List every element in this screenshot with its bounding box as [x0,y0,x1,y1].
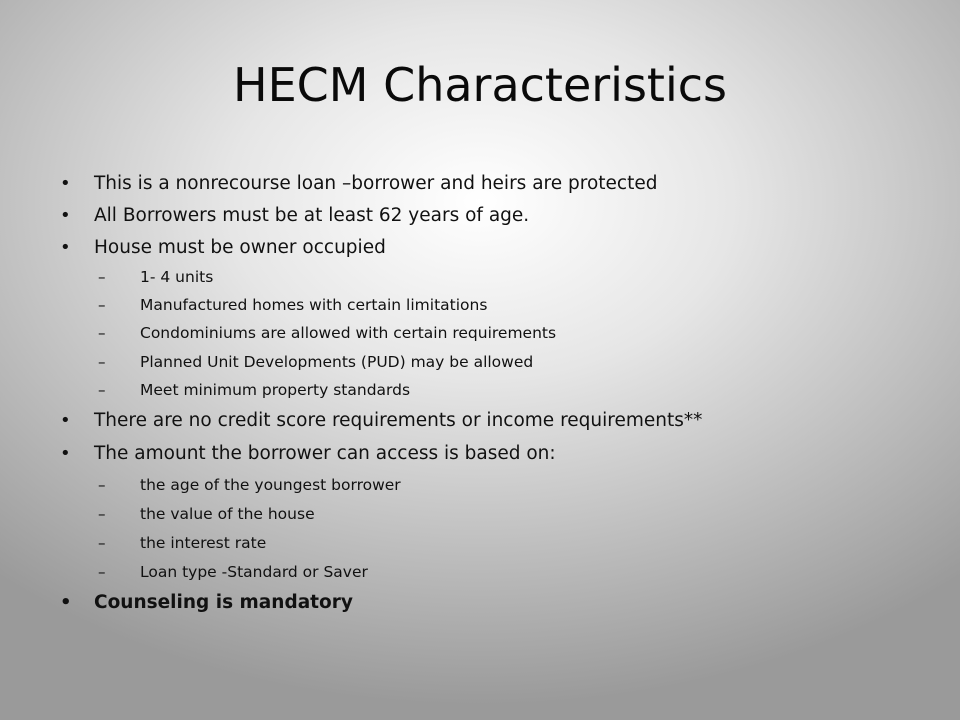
bullet-item [60,237,386,258]
bullet-text: All Borrowers must be at least 62 years of age. [94,205,530,226]
bullet-item [60,205,530,226]
sub-bullet-item [98,534,267,552]
sub-bullet-item [98,296,488,314]
bullet-text: The amount the borrower can access is based on: [94,443,556,464]
dash-marker: – [98,268,106,286]
bullet-marker: • [60,443,71,464]
bullet-text: the interest rate [140,534,267,552]
dash-marker: – [98,505,106,523]
bullet-item [60,410,703,431]
bullet-marker: • [60,205,71,226]
slide-title: HECM Characteristics [232,58,727,112]
sub-bullet-item [98,505,315,523]
dash-marker: – [98,353,106,371]
dash-marker: – [98,534,106,552]
bullet-text: Condominiums are allowed with certain requirements [140,324,557,342]
dash-marker: – [98,324,106,342]
bullet-text: House must be owner occupied [94,237,386,258]
bullet-item [60,592,353,613]
bullet-text: This is a nonrecourse loan –borrower and heirs are protected [94,173,658,194]
bullet-text: the value of the house [140,505,315,523]
bullet-item [60,173,658,194]
dash-marker: – [98,476,106,494]
bullet-marker: • [60,410,71,431]
bullet-text: Counseling is mandatory [94,592,353,613]
bullet-text: Loan type -Standard or Saver [140,563,368,581]
bullet-text: There are no credit score requirements or income requirements** [94,410,703,431]
sub-bullet-item [98,353,534,371]
bullet-text: the age of the youngest borrower [140,476,401,494]
dash-marker: – [98,563,106,581]
dash-marker: – [98,296,106,314]
sub-bullet-item [98,268,214,286]
sub-bullet-item [98,476,401,494]
bullet-text: Planned Unit Developments (PUD) may be allowed [140,353,534,371]
sub-bullet-item [98,381,411,399]
sub-bullet-item [98,563,368,581]
bullet-text: Meet minimum property standards [140,381,411,399]
sub-bullet-item [98,324,557,342]
bullet-item [60,443,556,464]
bullet-text: Manufactured homes with certain limitations [140,296,488,314]
dash-marker: – [98,381,106,399]
bullet-marker: • [60,237,71,258]
bullet-marker: • [60,592,72,613]
bullet-text: 1- 4 units [140,268,214,286]
bullet-marker: • [60,173,71,194]
